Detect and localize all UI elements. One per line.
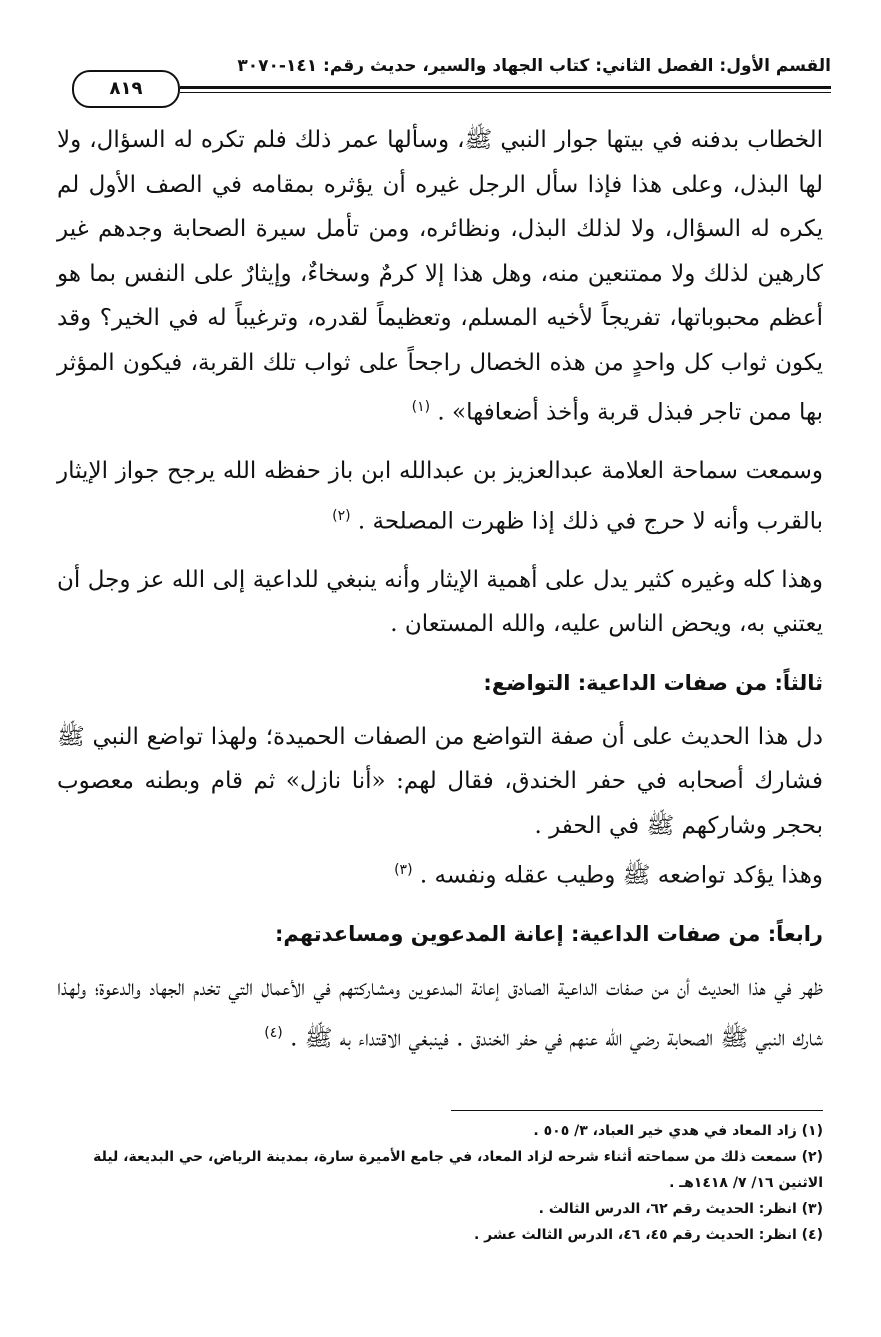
footnote-ref-1: (١) [411,399,431,415]
footnote-3: (٣) انظر: الحديث رقم ٦٢، الدرس الثالث . [538,1201,823,1217]
paragraph-6-text: ظهر في هذا الحديث أن من صفات الداعية الصادق إعانة المدعوين ومشاركتهم في الأعمال التي تخدم الجهاد والدعوة؛ ولهذا شارك النبي ﷺ الصحابة رضي الله عنهم في حفر الخندق . فينبغي الاقتداء به ﷺ . [57,975,823,1052]
main-text [57,118,823,1061]
page-number: ٨١٩ [72,70,180,108]
running-header-title: القسم الأول: الفصل الثاني: كتاب الجهاد والسير، حديث رقم: ١٤١-٣٠٧٠ [237,56,831,76]
paragraph-5 [57,848,823,898]
footnotes [57,1118,823,1248]
footnote-separator [451,1110,823,1111]
header-rule-thin [180,92,831,93]
footnote-1: (١) زاد المعاد في هدي خير العباد، ٣/ ٥٠٥ . [533,1123,823,1139]
footnote-4: (٤) انظر: الحديث رقم ٤٥، ٤٦، الدرس الثالث عشر . [473,1227,823,1243]
section-heading-4: رابعاً: من صفات الداعية: إعانة المدعوين ومساعدتهم: [275,922,823,947]
paragraph-4: دل هذا الحديث على أن صفة التواضع من الصفات الحميدة؛ ولهذا تواضع النبي ﷺ فشارك أصحابه في حفر الخندق، فقال لهم: «أنا نازل» ثم قام وبطنه معصوب بحجر وشاركهم ﷺ في الحفر . [57,723,824,839]
paragraph-2-text: وسمعت سماحة العلامة عبدالعزيز بن عبدالله ابن باز حفظه الله يرجح جواز الإيثار بالقرب وأنه لا حرج في ذلك إذا ظهرت المصلحة . [57,458,823,535]
paragraph-5-text: وهذا يؤكد تواضعه ﷺ وطيب عقله ونفسه . [419,862,823,889]
paragraph-1 [57,118,823,435]
paragraph-1-text: الخطاب بدفنه في بيتها جوار النبي ﷺ، وسألها عمر ذلك فلم تكره له السؤال، ولا لها البذل، وعلى هذا فإذا سأل الرجل غيره أن يؤثره بمقامه في الصف الأول لم يكره له السؤال، ولا لذلك البذل، ونظائره، ومن تأمل سيرة الصحابة وجدهم غير كارهين لذلك ولا ممتنعين منه، وهل هذا إلا كرمٌ وسخاءٌ، وإيثارٌ على النفس بما هو أعظم محبوباتها، تفريجاً لأخيه المسلم، وتعظيماً لقدره، وترغيباً له في الخير؟ وقد يكون ثواب كل واحدٍ من هذه الخصال راجحاً على ثواب تلك القربة، فيكون المؤثر بها ممن تاجر فبذل قربة وأخذ أضعافها» . [57,127,823,426]
header-rule [180,86,831,89]
paragraph-3: وهذا كله وغيره كثير يدل على أهمية الإيثار وأنه ينبغي للداعية إلى الله عز وجل أن يعتني به، ويحض الناس عليه، والله المستعان . [57,566,823,638]
footnote-ref-2: (٢) [332,507,351,524]
section-heading-3: ثالثاً: من صفات الداعية: التواضع: [483,670,823,695]
paragraph-6 [57,966,823,1061]
footnote-ref-4: (٤) [264,1024,283,1041]
footnote-ref-3: (٣) [394,862,413,879]
page-header [50,50,831,120]
footnote-2: (٢) سمعت ذلك من سماحته أثناء شرحه لزاد المعاد، في جامع الأميرة سارة، بمدينة الرياض، حي البديعة، ليلة الاثنين ١٦/ ٧/ ١٤١٨هـ . [93,1149,823,1191]
paragraph-2 [57,449,823,544]
